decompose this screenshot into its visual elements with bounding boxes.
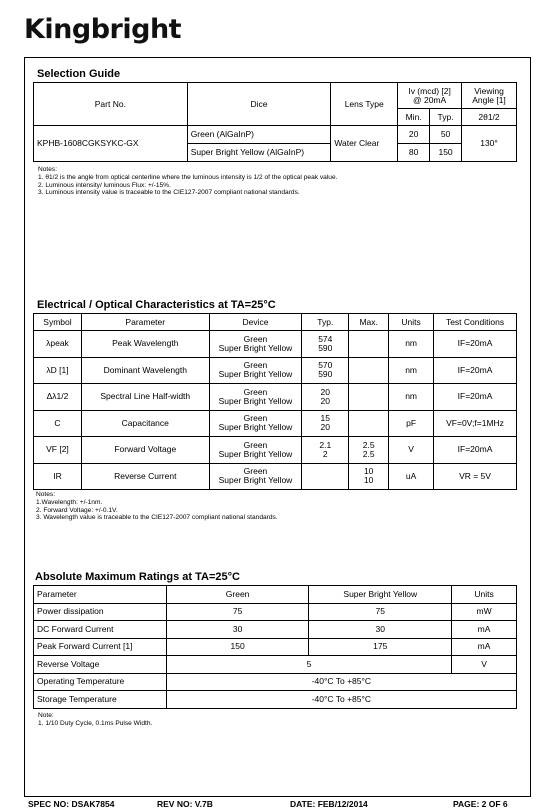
typ-line: 2 xyxy=(322,448,328,459)
date: DATE: FEB/12/2014 xyxy=(290,799,368,809)
symbol-line: IR xyxy=(53,470,62,481)
device-line: Super Bright Yellow xyxy=(218,395,293,406)
part-number: KPHB-1608CGKSYKC-GX xyxy=(34,126,188,162)
header-viewing-angle: Viewing Angle [1] xyxy=(462,83,517,109)
max-line: 2.5 xyxy=(362,448,375,459)
max-cell xyxy=(349,410,389,437)
unit-cell xyxy=(389,331,434,358)
selection-guide-title: Selection Guide xyxy=(37,68,121,80)
unit-cell xyxy=(389,437,434,464)
condition-line: VR = 5V xyxy=(459,470,491,481)
typ-line: 20 xyxy=(320,395,331,406)
max-cell xyxy=(349,331,389,358)
typ-cell xyxy=(302,410,349,437)
header-typ: Typ. xyxy=(302,314,349,331)
device-line: Green xyxy=(243,360,268,371)
parameter-cell xyxy=(81,463,209,490)
yellow-cell: 30 xyxy=(309,621,452,639)
symbol-cell xyxy=(34,437,82,464)
absolute-title: Absolute Maximum Ratings at TA=25°C xyxy=(35,571,240,583)
brand-logo: Kingbright xyxy=(24,14,182,45)
condition-line: IF=20mA xyxy=(457,444,493,455)
device-line: Super Bright Yellow xyxy=(218,475,293,486)
absolute-table xyxy=(33,585,517,709)
condition-line: VF=0V;f=1MHz xyxy=(446,417,504,428)
selection-notes: Notes: 1. θ1/2 is the angle from optical centerline where the luminous intensity is 1/2 of the optical peak value. 2. Luminous intensity/ luminous Flux: +/-15%. 3. Luminous intensity value is traceable to the CIE127-2007 compliant national standards. xyxy=(38,166,338,197)
device-line: Green xyxy=(243,466,268,477)
header-yellow: Super Bright Yellow xyxy=(309,586,452,604)
green-cell: 75 xyxy=(166,603,309,621)
iv-typ-cell: 150 xyxy=(430,144,462,162)
device-cell xyxy=(209,437,302,464)
device-cell xyxy=(209,410,302,437)
operating-temperature-value: -40°C To +85°C xyxy=(166,673,516,691)
iv-typ-cell: 50 xyxy=(430,126,462,144)
device-line: Super Bright Yellow xyxy=(218,422,293,433)
device-cell xyxy=(209,357,302,384)
dice-cell: Green (AlGaInP) xyxy=(187,126,331,144)
iv-min-cell: 20 xyxy=(398,126,430,144)
header-part-no: Part No. xyxy=(34,83,188,126)
param-cell: Peak Forward Current [1] xyxy=(34,638,167,656)
typ-line: 15 xyxy=(320,413,331,424)
symbol-cell xyxy=(34,463,82,490)
green-cell: 30 xyxy=(166,621,309,639)
condition-cell xyxy=(434,410,517,437)
unit-line: nm xyxy=(405,391,417,402)
header-units: Units xyxy=(389,314,434,331)
typ-cell xyxy=(302,357,349,384)
unit-cell: mW xyxy=(452,603,517,621)
unit-line: nm xyxy=(405,364,417,375)
parameter-line: Spectral Line Half-width xyxy=(100,391,191,402)
parameter-line: Capacitance xyxy=(121,417,169,428)
unit-cell xyxy=(389,384,434,411)
condition-line: IF=20mA xyxy=(457,391,493,402)
unit-line: uA xyxy=(405,470,417,481)
yellow-cell: 75 xyxy=(309,603,452,621)
electrical-table xyxy=(33,313,517,490)
typ-line: 590 xyxy=(318,342,333,353)
storage-temperature-value: -40°C To +85°C xyxy=(166,691,516,709)
unit-cell: V xyxy=(452,656,517,674)
iv-min-cell: 80 xyxy=(398,144,430,162)
symbol-cell xyxy=(34,384,82,411)
absolute-notes: Note: 1. 1/10 Duty Cycle, 0.1ms Pulse Width. xyxy=(38,712,153,727)
yellow-cell: 175 xyxy=(309,638,452,656)
unit-cell xyxy=(389,410,434,437)
symbol-cell xyxy=(34,410,82,437)
condition-cell xyxy=(434,357,517,384)
typ-line: 570 xyxy=(318,360,333,371)
header-max: Max. xyxy=(349,314,389,331)
device-line: Green xyxy=(243,386,268,397)
typ-line: 2.1 xyxy=(319,439,332,450)
parameter-cell xyxy=(81,357,209,384)
lens-type: Water Clear xyxy=(331,126,398,162)
typ-line: 20 xyxy=(320,422,331,433)
max-cell xyxy=(349,437,389,464)
parameter-line: Dominant Wavelength xyxy=(103,364,187,375)
condition-line: IF=20mA xyxy=(457,338,493,349)
max-line: 10 xyxy=(363,466,374,477)
viewing-angle: 130° xyxy=(462,126,517,162)
header-lens-type: Lens Type xyxy=(331,83,398,126)
header-typ: Typ. xyxy=(430,109,462,126)
header-dice: Dice xyxy=(187,83,331,126)
param-cell: Storage Temperature xyxy=(34,691,167,709)
param-cell: DC Forward Current xyxy=(34,621,167,639)
dice-cell: Super Bright Yellow (AlGaInP) xyxy=(187,144,331,162)
unit-line: nm xyxy=(405,338,417,349)
param-cell: Operating Temperature xyxy=(34,673,167,691)
reverse-voltage-value: 5 xyxy=(166,656,451,674)
typ-line: 574 xyxy=(318,333,333,344)
header-theta: 2θ1/2 xyxy=(462,109,517,126)
device-line: Super Bright Yellow xyxy=(218,342,293,353)
typ-line: 590 xyxy=(318,369,333,380)
device-line: Green xyxy=(243,413,268,424)
device-line: Green xyxy=(243,439,268,450)
parameter-cell xyxy=(81,331,209,358)
device-line: Super Bright Yellow xyxy=(218,448,293,459)
revision-number: REV NO: V.7B xyxy=(157,799,213,809)
header-units: Units xyxy=(452,586,517,604)
header-device: Device xyxy=(209,314,302,331)
parameter-line: Reverse Current xyxy=(114,470,177,481)
unit-cell xyxy=(389,463,434,490)
device-line: Green xyxy=(243,333,268,344)
max-line: 10 xyxy=(363,475,374,486)
symbol-line: Δλ1/2 xyxy=(46,391,69,402)
header-test-conditions: Test Conditions xyxy=(434,314,517,331)
parameter-cell xyxy=(81,384,209,411)
spec-number: SPEC NO: DSAK7854 xyxy=(28,799,115,809)
selection-guide-table xyxy=(33,82,517,162)
unit-cell xyxy=(389,357,434,384)
max-line: 2.5 xyxy=(362,439,375,450)
max-cell xyxy=(349,463,389,490)
device-cell xyxy=(209,463,302,490)
header-symbol: Symbol xyxy=(34,314,82,331)
unit-cell: mA xyxy=(452,621,517,639)
device-cell xyxy=(209,331,302,358)
page-number: PAGE: 2 OF 6 xyxy=(453,799,508,809)
unit-cell: mA xyxy=(452,638,517,656)
green-cell: 150 xyxy=(166,638,309,656)
electrical-title: Electrical / Optical Characteristics at TA=25°C xyxy=(37,299,276,311)
header-min: Min. xyxy=(398,109,430,126)
parameter-cell xyxy=(81,410,209,437)
header-iv: Iv (mcd) [2] @ 20mA xyxy=(398,83,462,109)
device-line: Super Bright Yellow xyxy=(218,369,293,380)
param-cell: Reverse Voltage xyxy=(34,656,167,674)
unit-line: V xyxy=(408,444,414,455)
electrical-notes: Notes: 1.Wavelength: +/-1nm. 2. Forward Voltage: +/-0.1V. 3. Wavelength value is traceable to the CIE127-2007 compliant national standards. xyxy=(36,491,278,522)
typ-cell xyxy=(302,331,349,358)
symbol-line: VF [2] xyxy=(46,444,69,455)
max-cell xyxy=(349,357,389,384)
condition-cell xyxy=(434,331,517,358)
symbol-line: λpeak xyxy=(46,338,69,349)
typ-cell xyxy=(302,384,349,411)
header-parameter: Parameter xyxy=(81,314,209,331)
parameter-line: Forward Voltage xyxy=(114,444,177,455)
symbol-cell xyxy=(34,331,82,358)
symbol-line: λD [1] xyxy=(46,364,69,375)
max-cell xyxy=(349,384,389,411)
condition-cell xyxy=(434,384,517,411)
header-parameter: Parameter xyxy=(34,586,167,604)
typ-line: 20 xyxy=(320,386,331,397)
typ-cell xyxy=(302,437,349,464)
device-cell xyxy=(209,384,302,411)
param-cell: Power dissipation xyxy=(34,603,167,621)
parameter-line: Peak Wavelength xyxy=(112,338,179,349)
header-green: Green xyxy=(166,586,309,604)
condition-cell xyxy=(434,437,517,464)
condition-line: IF=20mA xyxy=(457,364,493,375)
unit-line: pF xyxy=(406,417,417,428)
typ-cell xyxy=(302,463,349,490)
symbol-line: C xyxy=(54,417,61,428)
parameter-cell xyxy=(81,437,209,464)
symbol-cell xyxy=(34,357,82,384)
condition-cell xyxy=(434,463,517,490)
